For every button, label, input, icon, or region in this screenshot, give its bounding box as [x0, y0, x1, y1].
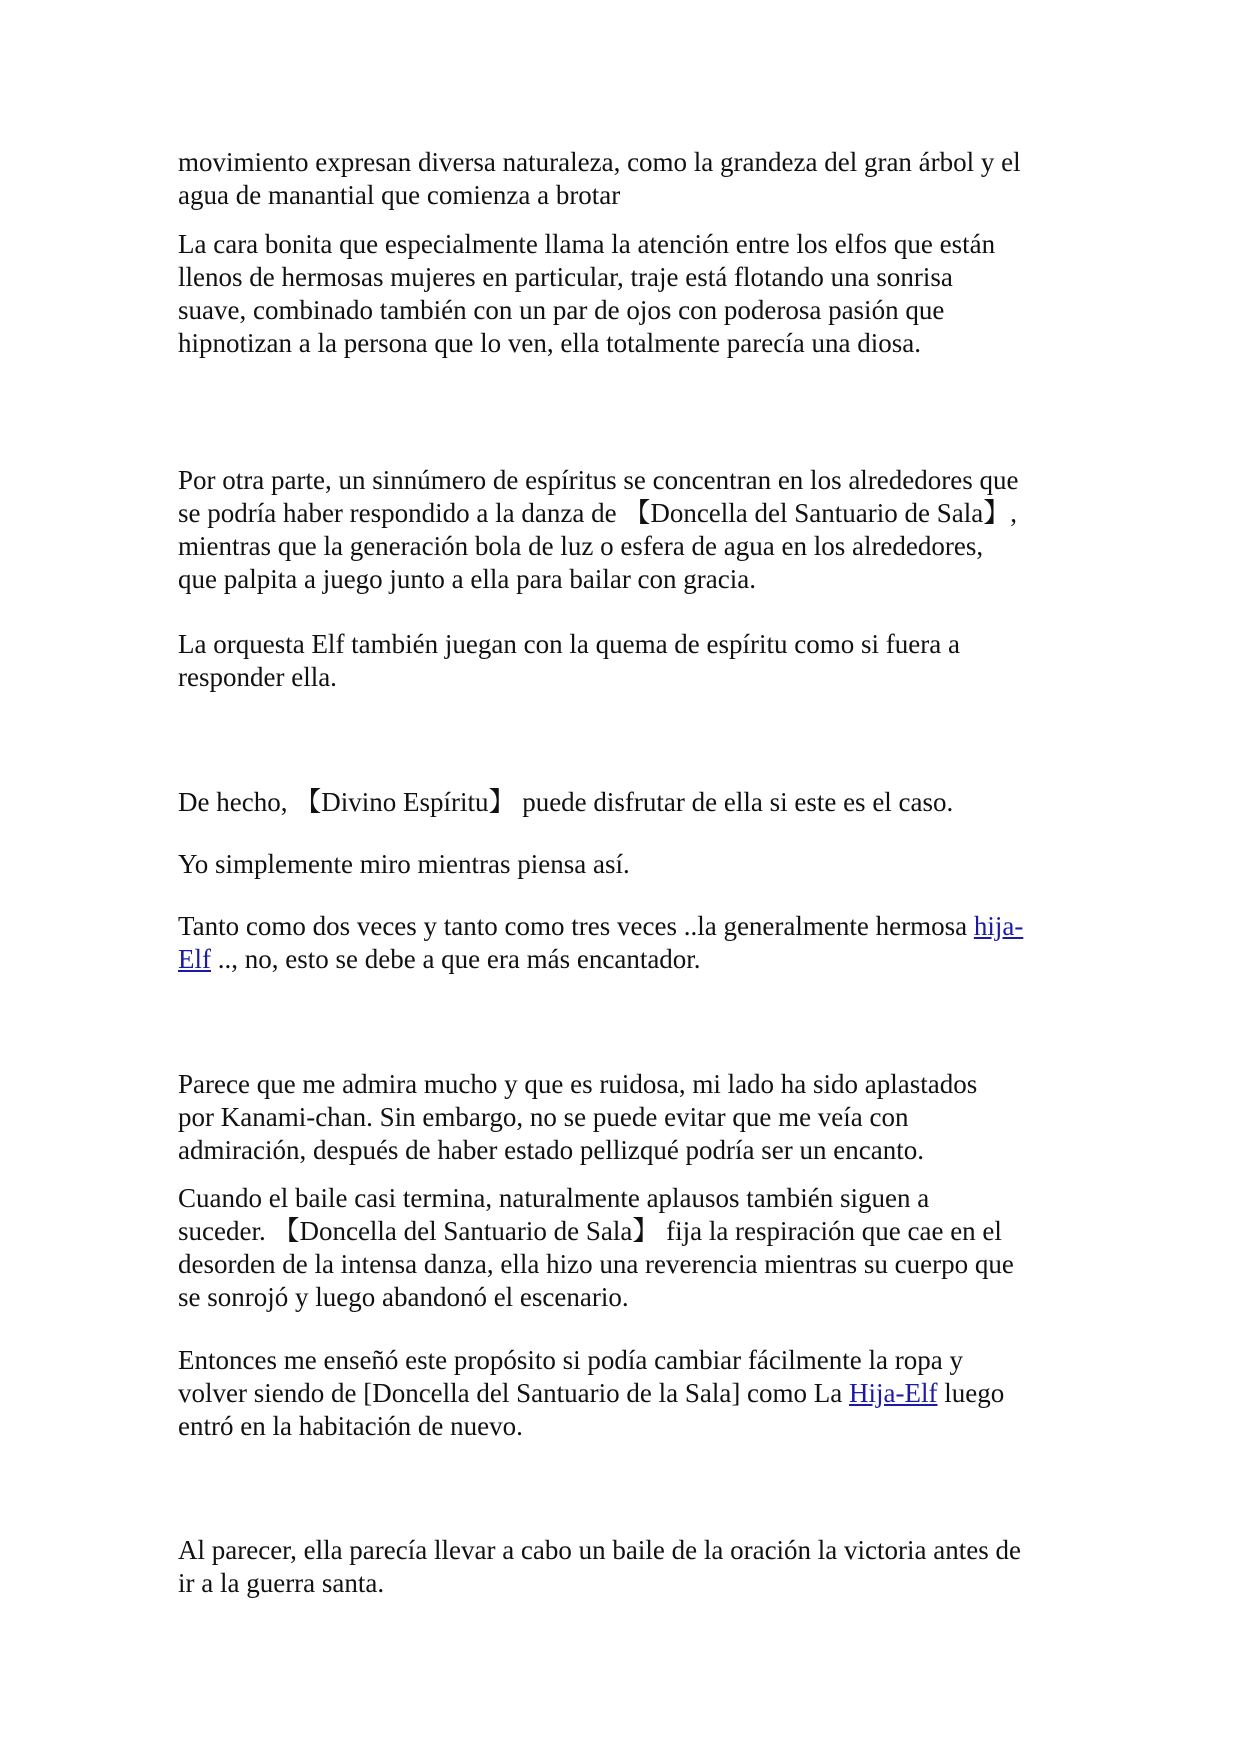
paragraph-8 — [178, 1068, 977, 1167]
text-line — [178, 943, 1023, 976]
text-line: hipnotizan a la persona que lo ven, ella totalmente parecía una diosa. — [178, 328, 921, 358]
paragraph-7 — [178, 910, 1023, 976]
text-segment: Tanto como dos veces y tanto como tres veces ..la generalmente hermosa — [178, 911, 974, 941]
text-line: Entonces me enseñó este propósito si podía cambiar fácilmente la ropa y — [178, 1345, 963, 1375]
text-line: movimiento expresan diversa naturaleza, como la grandeza del gran árbol y el — [178, 147, 1021, 177]
text-line: Por otra parte, un sinnúmero de espíritus se concentran en los alrededores que — [178, 465, 1019, 495]
paragraph-5 — [178, 786, 953, 819]
text-line: ir a la guerra santa. — [178, 1568, 385, 1598]
text-line: responder ella. — [178, 662, 337, 692]
hija-elf-link-continued[interactable]: Elf — [178, 944, 211, 974]
text-line: mientras que la generación bola de luz o esfera de agua en los alrededores, — [178, 531, 984, 561]
text-segment: volver siendo de [Doncella del Santuario de la Sala] como La — [178, 1378, 850, 1408]
text-line — [178, 1377, 1004, 1410]
text-line — [178, 910, 1023, 943]
text-line: La cara bonita que especialmente llama la atención entre los elfos que están — [178, 229, 996, 259]
paragraph-9 — [178, 1182, 1014, 1314]
text-line: Cuando el baile casi termina, naturalmente aplausos también siguen a — [178, 1183, 930, 1213]
text-line: suceder. 【Doncella del Santuario de Sala】 fija la respiración que cae en el — [178, 1216, 1002, 1246]
text-line: se sonrojó y luego abandonó el escenario. — [178, 1282, 629, 1312]
text-line: por Kanami-chan. Sin embargo, no se puede evitar que me veía con — [178, 1102, 909, 1132]
paragraph-4 — [178, 628, 960, 694]
text-line: De hecho, 【Divino Espíritu】 puede disfrutar de ella si este es el caso. — [178, 787, 954, 817]
paragraph-11 — [178, 1534, 1021, 1600]
text-line: La orquesta Elf también juegan con la quema de espíritu como si fuera a — [178, 629, 960, 659]
hija-elf-link[interactable]: hija- — [973, 911, 1024, 941]
text-line: desorden de la intensa danza, ella hizo una reverencia mientras su cuerpo que — [178, 1249, 1014, 1279]
text-line: se podría haber respondido a la danza de 【Doncella del Santuario de Sala】, — [178, 498, 1017, 528]
text-line: Parece que me admira mucho y que es ruidosa, mi lado ha sido aplastados — [178, 1069, 978, 1099]
text-line: que palpita a juego junto a ella para bailar con gracia. — [178, 564, 756, 594]
paragraph-10 — [178, 1344, 1004, 1443]
text-line: llenos de hermosas mujeres en particular, traje está flotando una sonrisa — [178, 262, 953, 292]
hija-elf-link-2[interactable]: Hija-Elf — [849, 1378, 938, 1408]
text-line: admiración, después de haber estado pellizqué podría ser un encanto. — [178, 1135, 924, 1165]
text-segment: .., no, esto se debe a que era más encantador. — [211, 944, 701, 974]
text-line: Yo simplemente miro mientras piensa así. — [178, 849, 630, 879]
text-line: suave, combinado también con un par de ojos con poderosa pasión que — [178, 295, 945, 325]
text-line: Al parecer, ella parecía llevar a cabo un baile de la oración la victoria antes de — [178, 1535, 1021, 1565]
paragraph-2 — [178, 228, 995, 360]
paragraph-6 — [178, 848, 630, 881]
text-line: entró en la habitación de nuevo. — [178, 1411, 523, 1441]
text-line: agua de manantial que comienza a brotar — [178, 180, 621, 210]
text-segment: luego — [937, 1378, 1005, 1408]
paragraph-3 — [178, 464, 1018, 596]
paragraph-1 — [178, 146, 1021, 212]
